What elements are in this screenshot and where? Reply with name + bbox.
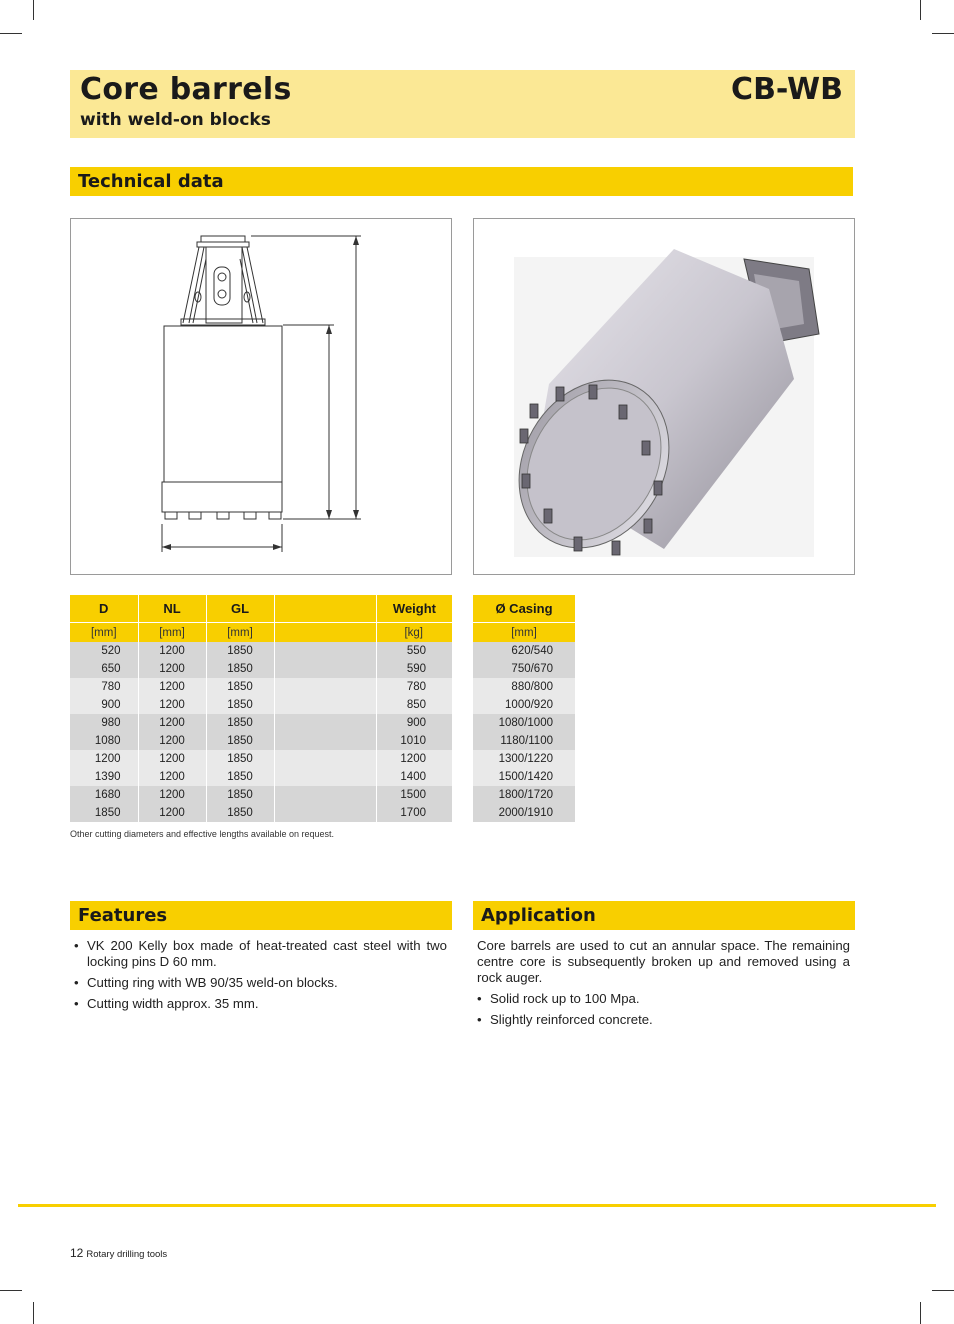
unit-cell: [kg]: [376, 623, 452, 643]
table-cell: 1850: [206, 732, 274, 750]
features-title: Features: [78, 905, 168, 926]
crop-mark: [0, 1290, 22, 1291]
unit-cell: [mm]: [206, 623, 274, 643]
table-row: [473, 750, 575, 768]
table-row: [473, 678, 575, 696]
page-number: 12: [70, 1246, 84, 1260]
features-list-wrapper: [74, 938, 447, 1017]
table-cell: 1850: [206, 804, 274, 822]
page-subtitle: with weld-on blocks: [80, 110, 271, 130]
table-cell: 1850: [206, 714, 274, 732]
table-cell: 1850: [206, 642, 274, 660]
table-cell: 1200: [138, 750, 206, 768]
table-cell: 980: [70, 714, 138, 732]
table-row: [70, 750, 452, 768]
column-header: NL: [138, 595, 206, 623]
table-cell: 1200: [138, 660, 206, 678]
list-item: • Solid rock up to 100 Mpa.: [477, 991, 850, 1007]
application-intro: Core barrels are used to cut an annular space. The remaining centre core is subsequently broken up and removed using a rock auger.: [477, 938, 850, 985]
table-cell: 1400: [376, 768, 452, 786]
crop-mark: [33, 0, 34, 20]
table-row: [473, 642, 575, 660]
table-cell: 1200: [138, 804, 206, 822]
unit-cell: [mm]: [70, 623, 138, 643]
application-content: [477, 938, 850, 1033]
table-cell: 1700: [376, 804, 452, 822]
table-cell: 1200: [138, 732, 206, 750]
table-cell: 780: [70, 678, 138, 696]
crop-mark: [33, 1302, 34, 1324]
crop-mark: [920, 0, 921, 20]
product-code: CB-WB: [731, 72, 843, 107]
casing-table: [473, 595, 575, 822]
table-cell: [274, 660, 376, 678]
list-item: • Cutting ring with WB 90/35 weld-on blocks.: [74, 975, 447, 991]
application-list: [477, 991, 850, 1028]
table-cell: 1800/1720: [473, 786, 575, 804]
table-cell: [274, 696, 376, 714]
table-cell: 1200: [138, 714, 206, 732]
core-barrel-render-icon: [474, 219, 854, 574]
table-cell: 880/800: [473, 678, 575, 696]
table-row: [473, 804, 575, 822]
table-row: [473, 660, 575, 678]
table-cell: 620/540: [473, 642, 575, 660]
table-cell: 2000/1910: [473, 804, 575, 822]
table-row: [70, 732, 452, 750]
list-item: • Cutting width approx. 35 mm.: [74, 996, 447, 1012]
table-cell: [274, 714, 376, 732]
crop-mark: [920, 1302, 921, 1324]
spec-table-header: [70, 595, 452, 623]
features-heading: [70, 901, 452, 930]
page-title: Core barrels: [80, 72, 292, 107]
table-cell: 1080/1000: [473, 714, 575, 732]
technical-drawing: [70, 218, 452, 575]
core-barrel-drawing-icon: [71, 219, 451, 574]
table-row: [473, 696, 575, 714]
crop-mark: [0, 33, 22, 34]
table-cell: 1200: [138, 696, 206, 714]
table-cell: 1850: [206, 696, 274, 714]
table-row: [70, 696, 452, 714]
unit-cell: [mm]: [138, 623, 206, 643]
footer-rule: [18, 1204, 936, 1207]
table-cell: 900: [376, 714, 452, 732]
table-cell: 1850: [206, 786, 274, 804]
table-cell: 1390: [70, 768, 138, 786]
features-list: [74, 938, 447, 1012]
list-item: • VK 200 Kelly box made of heat-treated cast steel with two locking pins D 60 mm.: [74, 938, 447, 970]
column-header: Ø Casing: [473, 595, 575, 623]
column-header: Weight: [376, 595, 452, 623]
table-cell: 1200: [138, 678, 206, 696]
table-row: [70, 678, 452, 696]
technical-data-title: Technical data: [78, 171, 224, 192]
units-row: [473, 623, 575, 643]
table-cell: 900: [70, 696, 138, 714]
table-cell: 1180/1100: [473, 732, 575, 750]
spec-table: [70, 595, 452, 822]
table-cell: 520: [70, 642, 138, 660]
table-row: [70, 642, 452, 660]
footnote: Other cutting diameters and effective lengths available on request.: [70, 829, 334, 839]
table-cell: 1850: [206, 750, 274, 768]
table-row: [70, 714, 452, 732]
table-cell: [274, 804, 376, 822]
table-row: [70, 660, 452, 678]
table-cell: 750/670: [473, 660, 575, 678]
table-cell: 1680: [70, 786, 138, 804]
table-cell: 1080: [70, 732, 138, 750]
table-cell: 590: [376, 660, 452, 678]
table-cell: 1850: [70, 804, 138, 822]
page-header: [70, 70, 855, 138]
table-row: [70, 768, 452, 786]
casing-table-header: [473, 595, 575, 623]
table-row: [473, 786, 575, 804]
table-row: [473, 768, 575, 786]
table-cell: 1500: [376, 786, 452, 804]
unit-cell: [274, 623, 376, 643]
table-cell: 850: [376, 696, 452, 714]
column-header: D: [70, 595, 138, 623]
page-footer: [70, 1246, 167, 1260]
table-cell: [274, 786, 376, 804]
table-cell: [274, 642, 376, 660]
table-row: [473, 714, 575, 732]
table-cell: 650: [70, 660, 138, 678]
unit-cell: [mm]: [473, 623, 575, 643]
column-header: [274, 595, 376, 623]
table-cell: [274, 750, 376, 768]
table-row: [473, 732, 575, 750]
table-cell: 1500/1420: [473, 768, 575, 786]
core-barrel-render: [473, 218, 855, 575]
application-title: Application: [481, 905, 596, 926]
table-cell: 1850: [206, 678, 274, 696]
table-cell: 1850: [206, 660, 274, 678]
table-cell: 1010: [376, 732, 452, 750]
technical-data-heading: [70, 167, 853, 196]
crop-mark: [932, 1290, 954, 1291]
list-item: • Slightly reinforced concrete.: [477, 1012, 850, 1028]
table-cell: 1300/1220: [473, 750, 575, 768]
table-cell: 1850: [206, 768, 274, 786]
table-cell: 550: [376, 642, 452, 660]
table-cell: 1200: [138, 786, 206, 804]
table-row: [70, 786, 452, 804]
table-cell: 1200: [376, 750, 452, 768]
table-row: [70, 804, 452, 822]
table-cell: 1200: [70, 750, 138, 768]
table-cell: 780: [376, 678, 452, 696]
table-cell: 1200: [138, 642, 206, 660]
table-cell: 1000/920: [473, 696, 575, 714]
column-header: GL: [206, 595, 274, 623]
table-cell: [274, 768, 376, 786]
table-cell: [274, 678, 376, 696]
crop-mark: [932, 33, 954, 34]
units-row: [70, 623, 452, 643]
table-cell: [274, 732, 376, 750]
application-heading: [473, 901, 855, 930]
footer-section: Rotary drilling tools: [86, 1249, 168, 1260]
table-cell: 1200: [138, 768, 206, 786]
